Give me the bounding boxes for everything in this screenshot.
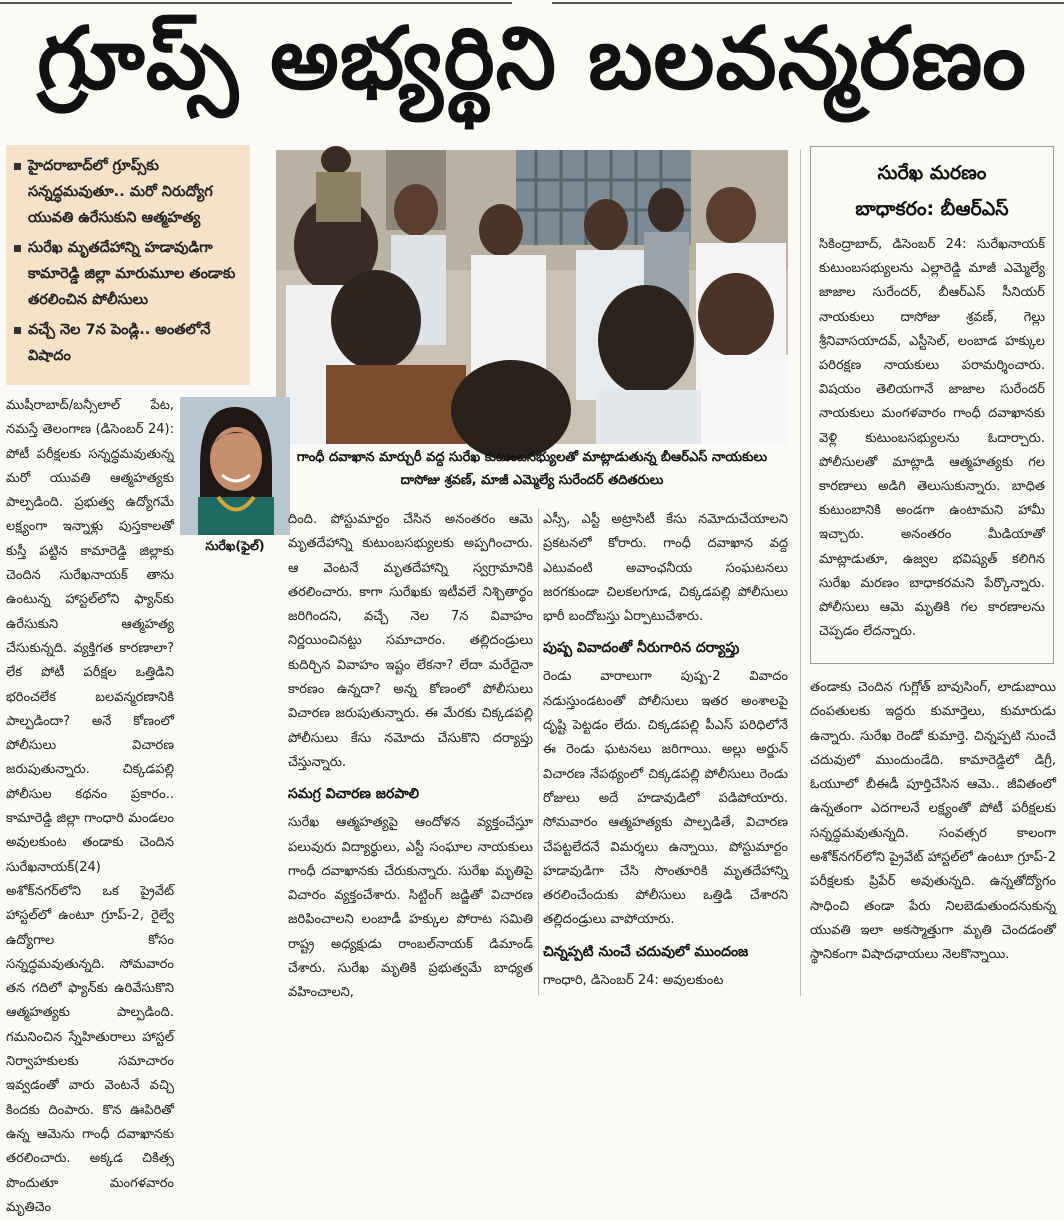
top-rule-left — [0, 2, 512, 4]
column-4-paragraph: తండాకు చెందిన గుగ్లోత్ బావుసింగ్, లాడుబాయి దంపతులకు ఇద్దరు కుమార్తెలు, కుమారుడు ఉన్నారు. సురేఖ రెండో కుమార్తె. చిన్నప్పటి నుంచే చదువులో ముందుండేది. కామారెడ్డిలో డిగ్రీ, ఓయూలో బీఈడీ పూర్తిచేసిన ఆమె.. జీవితంలో ఉన్నతంగా ఎదగాలనే లక్ష్యంతో పోటీ పరీక్షలకు సన్నద్ధమవుతున్నది. సంవత్సర కాలంగా అశోక్‌నగర్‌లోని ప్రైవేట్ హాస్టల్‌లో ఉంటూ గ్రూప్-2 పరీక్షలకు ప్రిపేర్ అవుతున్నది. ఉన్నతోద్యోగం సాధించి తండా పేరు నిలబెడుతుందనుకున్న యువతి ఇలా అకస్మాత్తుగా మృతి చెందడంతో స్థానికంగా విషాదఛాయలు నెలకొన్నాయి. — [810, 680, 1056, 963]
column-divider — [538, 508, 539, 996]
article-column-3 — [543, 508, 788, 998]
sidebar-title-line-2: బాధాకరం: బీఆర్‌ఎస్ — [855, 198, 1009, 220]
news-photo — [276, 150, 788, 444]
column-divider — [800, 150, 801, 996]
highlights-box — [6, 145, 250, 385]
column-3-paragraph-3: గాంధారి, డిసెంబర్ 24: అవులకుంట — [543, 972, 724, 988]
highlight-item: హైదరాబాద్‌లో గ్రూప్స్‌కు సన్నద్ధమవుతూ.. మరో నిరుద్యోగ యువతి ఉరేసుకుని ఆత్మహత్య — [14, 153, 244, 231]
photo-caption: గాంధీ దవాఖాన మార్చురీ వద్ద సురేఖ కుటుంబసభ్యులతో మాట్లాడుతున్న బీఆర్‌ఎస్ నాయకులు దాసోజు శ్రవణ్, మాజీ ఎమ్మెల్యే సురేందర్ తదితరులు — [296, 450, 768, 488]
column-3-paragraph-2: రెండు వారాలుగా పుష్ప-2 వివాదం నడుస్తుండటంతో పోలీసులు ఇతర అంశాలపై దృష్టి పెట్టడం లేదు. చిక్కడపల్లి పీఎస్ పరిధిలోనే ఈ రెండు ఘటనలు జరిగాయి. అల్లు అర్జున్ విచారణ నేపథ్యంలో చిక్కడపల్లి పోలీసులు రెండు రోజులు అదే హడావుడిలో పడిపోయారు. సోమవారం ఆత్మహత్యకు పాల్పడితే, విచారణ చేపట్టలేదనే విమర్శలు ఉన్నాయి. పోస్టుమార్టం హడావుడిగా చేసి సొంతూరికి మృతదేహాన్ని తరలించేందుకు పోలీసులు ఒత్తిడి చేశారని తల్లిదండ్రులు వాపోయారు. — [543, 669, 788, 928]
portrait-photo — [180, 397, 290, 535]
article-column-2 — [288, 508, 533, 1001]
subheading-pushpa: పుష్ప వివాదంతో నీరుగారిన దర్యాప్తు — [543, 640, 740, 657]
sidebar-box — [810, 146, 1054, 664]
subheading-inquiry: సమగ్ర విచారణ జరపాలి — [288, 786, 420, 803]
highlight-item: వచ్చే నెల 7న పెండ్లి.. అంతలోనే విషాదం — [14, 317, 244, 369]
headline: గ్రూప్స్ అభ్యర్థిని బలవన్మరణం — [37, 8, 1027, 109]
column-1-paragraph: ముషీరాబాద్/బన్సీలాల్ పేట, నమస్తే తెలంగాణ (డిసెంబర్ 24): పోటీ పరీక్షలకు సన్నద్ధమవుతున్న మరో యువతి ఆత్మహత్యకు పాల్పడింది. ప్రభుత్వ ఉద్యోగమే లక్ష్యంగా ఇన్నాళ్లు పుస్తకాలతో కుస్తీ పట్టిన కామారెడ్డి జిల్లాకు చెందిన సురేఖనాయక్ తాను ఉంటున్న హాస్టల్‌లోని ఫ్యాన్‌కు ఉరేసుకుని ఆత్మహత్య చేసుకున్నది. వ్యక్తిగత కారణాలా? లేక పోటీ పరీక్షల ఒత్తిడిని భరించలేక బలవన్మరణానికి పాల్పడిందా? అనే కోణంలో పోలీసులు విచారణ జరుపుతున్నారు. చిక్కడపల్లి పోలీసుల కథనం ప్రకారం.. కామారెడ్డి జిల్లా గాంధారి మండలం అవులకుంట తండాకు చెందిన సురేఖనాయక్(24) అశోక్‌నగర్‌లోని ఒక ప్రైవేట్ హాస్టల్‌లో ఉంటూ గ్రూప్-2, రైల్వే ఉద్యోగాల కోసం సన్నద్ధమవుతున్నది. సోమవారం తన గదిలో ఫ్యాన్‌కు ఉరివేసుకొని ఆత్మహత్యకు పాల్పడింది. గమనించిన స్నేహితురాలు హాస్టల్ నిర్వాహకులకు సమాచారం ఇవ్వడంతో వారు వెంటనే వచ్చి కిందకు దింపారు. కొన ఊపిరితో ఉన్న ఆమెను గాంధీ దవాఖానకు తరలించారు. అక్కడ చికిత్స పొందుతూ మంగళవారం మృతిచెం — [6, 398, 174, 1215]
top-rule-right — [552, 2, 1064, 4]
sidebar-title-line-1: సురేఖ మరణం — [877, 162, 987, 184]
highlight-item: సురేఖ మృతదేహాన్ని హడావుడిగా కామారెడ్డి జిల్లా మారుమూల తండాకు తరలించిన పోలీసులు — [14, 235, 244, 313]
article-column-1-text — [6, 394, 174, 1215]
portrait-caption: సురేఖ(ఫైల్) — [205, 538, 265, 553]
sidebar-body: సికింద్రాబాద్, డిసెంబర్ 24: సురేఖనాయక్ కుటుంబసభ్యులను ఎల్లారెడ్డి మాజీ ఎమ్మెల్యే జాజాల సురేందర్, బీఆర్‌ఎస్ సీనియర్ నాయకులు దాసోజు శ్రవణ్, గెల్లు శ్రీనివాసయాదవ్, ఎస్టీసెల్, లంబాడ హక్కుల పరిరక్షణ నాయకులు పరామర్శించారు. విషయం తెలియగానే జాజాల సురేందర్ నాయకులు మంగళవారం గాంధీ దవాఖానకు వెళ్లి కుటుంబసభ్యులను ఓదార్చారు. పోలీసులతో మాట్లాడి ఆత్మహత్యకు గల కారణాలు అడిగి తెలుసుకున్నారు. బాధిత కుటుంబానికి అండగా ఉంటామని హామీ ఇచ్చారు. అనంతరం మీడియాతో మాట్లాడుతూ, ఉజ్వల భవిష్యత్ కలిగిన సురేఖ మరణం బాధాకరమని పేర్కొన్నారు. పోలీసులు ఆమె మృతికి గల కారణాలను చెప్పడం లేదన్నారు. — [819, 237, 1045, 640]
column-2-paragraph-2: సురేఖ ఆత్మహత్యపై ఆందోళన వ్యక్తంచేస్తూ పలువురు విద్యార్థులు, ఎస్టీ సంఘాల నాయకులు గాంధీ దవాఖానకు చేరుకున్నారు. సురేఖ మృతిపై విచారం వ్యక్తంచేశారు. సిట్టింగ్ జడ్జితో విచారణ జరిపించాలని లంబాడీ హక్కుల పోరాట సమితి రాష్ట్ర అధ్యక్షుడు రాంబల్‌నాయక్ డిమాండ్ చేశారు. సురేఖ మృతికి ప్రభుత్వమే బాధ్యత వహించాలని, — [288, 815, 533, 1001]
article-column-4 — [810, 676, 1056, 996]
column-3-paragraph: ఎస్సీ, ఎస్టీ అట్రాసిటీ కేసు నమోదుచేయాలని ప్రకటనలో కోరారు. గాంధీ దవాఖాన వద్ద ఎటువంటి అవాంఛనీయ సంఘటనలు జరగకుండా చిలకలగూడ, చిక్కడపల్లి పోలీసులు భారీ బందోబస్తు ఏర్పాటుచేశారు. — [543, 512, 788, 625]
column-2-paragraph: దింది. పోస్టుమార్టం చేసిన అనంతరం ఆమె మృతదేహాన్ని కుటుంబసభ్యులకు అప్పగించారు. ఆ వెంటనే మృతదేహాన్ని స్వగ్రామానికి తరలించారు. కాగా సురేఖకు ఇటీవలే నిశ్చితార్థం జరిగిందని, వచ్చే నెల 7న వివాహం నిర్ణయించినట్టు సమాచారం. తల్లిదండ్రులు కుదిర్చిన వివాహం ఇష్టం లేకనా? లేదా మరేదైనా కారణం ఉన్నదా? అన్న కోణంలో పోలీసులు విచారణ జరుపుతున్నారు. ఈ మేరకు చిక్కడపల్లి పోలీసులు కేసు నమోదు చేసుకొని దర్యాప్తు చేస్తున్నారు. — [288, 512, 533, 770]
subheading-childhood: చిన్నప్పటి నుంచే చదువులో ముందంజ — [543, 943, 749, 960]
